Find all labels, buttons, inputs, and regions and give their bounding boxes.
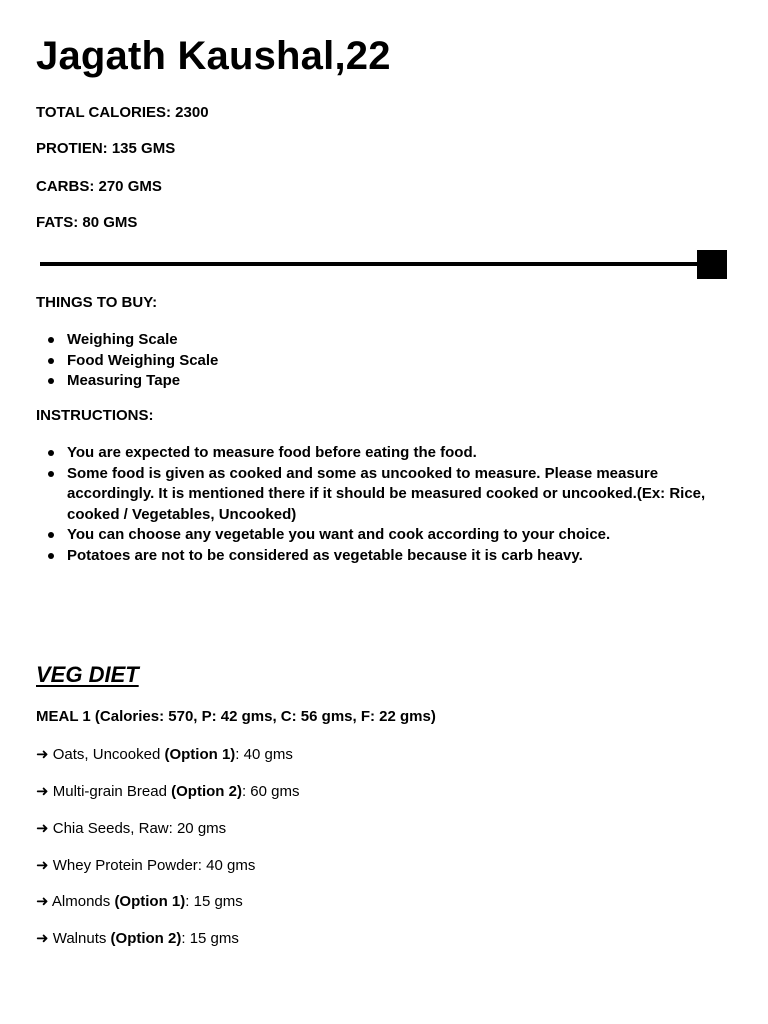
- food-name: ➜ Whey Protein Powder: 40 gms: [36, 857, 256, 874]
- list-item: Food Weighing Scale: [36, 351, 716, 372]
- list-item: Some food is given as cooked and some as uncooked to measure. Please measure accordingly. It is mentioned there if it should be measured cooked or uncooked.(Ex: Rice, cooked / Vegetables, Uncooked): [36, 464, 716, 526]
- food-amount: : 15 gms: [181, 930, 239, 947]
- food-name: ➜ Almonds: [36, 893, 115, 910]
- food-option: (Option 2): [110, 930, 182, 947]
- page-title: Jagath Kaushal,22: [36, 34, 391, 78]
- things-to-buy-label: THINGS TO BUY:: [36, 294, 158, 311]
- list-item: You can choose any vegetable you want and cook according to your choice.: [36, 525, 716, 546]
- food-option: (Option 1): [164, 746, 236, 763]
- food-item: [36, 745, 293, 763]
- carbs-total: CARBS: 270 GMS: [36, 178, 162, 195]
- food-item: [36, 929, 239, 947]
- total-calories: TOTAL CALORIES: 2300: [36, 104, 209, 121]
- meal-1-header: MEAL 1 (Calories: 570, P: 42 gms, C: 56 gms, F: 22 gms): [36, 708, 436, 725]
- food-option: (Option 1): [114, 893, 186, 910]
- list-item: Measuring Tape: [36, 371, 716, 392]
- food-item: [36, 856, 255, 874]
- food-item: [36, 782, 299, 800]
- list-item: Weighing Scale: [36, 330, 716, 351]
- diet-title: VEG DIET: [36, 662, 139, 687]
- section-divider: [40, 262, 700, 266]
- food-name: ➜ Oats, Uncooked: [36, 746, 165, 763]
- instructions-list: [36, 443, 716, 566]
- divider-end-marker: [697, 250, 727, 279]
- protein-total: PROTIEN: 135 GMS: [36, 140, 176, 157]
- food-name: ➜ Chia Seeds, Raw: 20 gms: [36, 820, 227, 837]
- list-item: You are expected to measure food before eating the food.: [36, 443, 716, 464]
- food-name: ➜ Multi-grain Bread: [36, 783, 172, 800]
- food-item: [36, 819, 226, 837]
- fats-total: FATS: 80 GMS: [36, 214, 138, 231]
- food-item: [36, 892, 243, 910]
- instructions-label: INSTRUCTIONS:: [36, 407, 154, 424]
- food-amount: : 40 gms: [235, 746, 293, 763]
- list-item: Potatoes are not to be considered as vegetable because it is carb heavy.: [36, 546, 716, 567]
- food-amount: : 15 gms: [185, 893, 243, 910]
- food-amount: : 60 gms: [241, 783, 300, 800]
- things-to-buy-list: [36, 330, 716, 392]
- food-option: (Option 2): [171, 783, 242, 800]
- food-name: ➜ Walnuts: [36, 930, 111, 947]
